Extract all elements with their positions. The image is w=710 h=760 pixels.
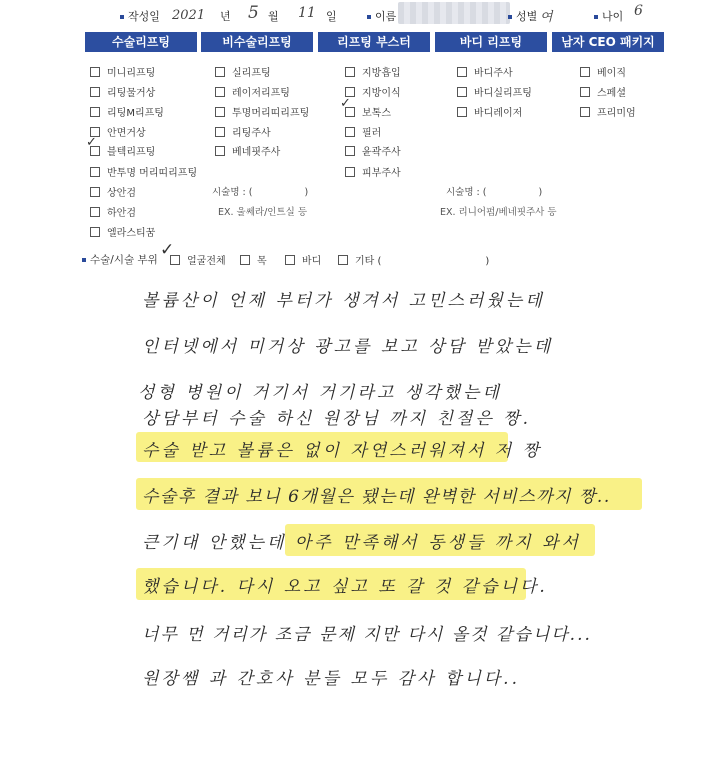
procedure-name-field-left[interactable]: 시술명 : ( ): [212, 187, 309, 198]
option-col2-5[interactable]: 베네핏주사: [215, 143, 280, 158]
option-col2-1[interactable]: 실리프팅: [215, 64, 271, 79]
option-col3-1[interactable]: 지방흡입: [345, 64, 401, 79]
option-col3-6[interactable]: 피부주사: [345, 164, 401, 179]
checkmark-icon: ✓: [340, 96, 351, 111]
gender-label: 성별: [508, 8, 537, 24]
checkbox-icon[interactable]: [457, 67, 467, 77]
option-col1-8[interactable]: 하안검: [90, 204, 136, 219]
name-redacted: [398, 2, 510, 24]
category-nonsurgical-lifting: 비수술리프팅: [201, 32, 313, 52]
checkbox-icon[interactable]: [90, 167, 100, 177]
area-label: 수술/시술 부위: [82, 252, 158, 267]
category-surgical-lifting: 수술리프팅: [85, 32, 197, 52]
review-line-9: 너무 먼 거리가 조금 문제 지만 다시 올것 같습니다...: [142, 625, 592, 645]
option-col1-7[interactable]: 상안검: [90, 184, 136, 199]
checkbox-icon[interactable]: [90, 67, 100, 77]
review-line-1: 볼륨산이 언제 부터가 생겨서 고민스러웠는데: [142, 291, 545, 311]
date-day: 11: [298, 5, 316, 21]
option-col1-6[interactable]: 반투명 머리띠리프팅: [90, 164, 197, 179]
checkbox-icon[interactable]: [90, 87, 100, 97]
checkbox-icon[interactable]: [215, 107, 225, 117]
option-col5-2[interactable]: 스페셜: [580, 84, 626, 99]
option-col1-2[interactable]: 리팅물거상: [90, 84, 155, 99]
age-label: 나이: [594, 8, 623, 24]
age-value: 6: [634, 3, 643, 19]
checkbox-icon[interactable]: [580, 67, 590, 77]
checkbox-icon[interactable]: [457, 87, 467, 97]
procedure-example-right: EX. 리니어펌/베네핏주사 등: [440, 207, 557, 218]
review-line-2: 인터넷에서 미거상 광고를 보고 상담 받았는데: [142, 337, 554, 357]
option-col4-1[interactable]: 바디주사: [457, 64, 513, 79]
year-unit: 년: [220, 10, 231, 23]
category-body-lifting: 바디 리프팅: [435, 32, 547, 52]
option-col3-5[interactable]: 윤곽주사: [345, 143, 401, 158]
gender-value: 여: [540, 10, 553, 25]
option-mini-lifting[interactable]: 미니리프팅: [90, 64, 155, 79]
checkbox-icon[interactable]: [90, 187, 100, 197]
checkbox-icon[interactable]: [457, 107, 467, 117]
area-option-body[interactable]: 바디: [285, 252, 321, 267]
checkbox-icon[interactable]: [215, 127, 225, 137]
option-col3-4[interactable]: 필러: [345, 124, 381, 139]
month-unit: 월: [268, 10, 279, 23]
option-col2-2[interactable]: 레이저리프팅: [215, 84, 290, 99]
review-line-10: 원장쌤 과 간호사 분들 모두 감사 합니다..: [142, 669, 520, 689]
name-label: 이름: [367, 8, 396, 24]
checkbox-icon[interactable]: [345, 67, 355, 77]
option-col1-5[interactable]: 블텍리프팅: [90, 143, 155, 158]
checkmark-icon: ✓: [86, 135, 97, 150]
option-col1-4[interactable]: 안면거상: [90, 124, 146, 139]
option-col1-3[interactable]: 리팅M리프팅: [90, 104, 164, 119]
checkbox-icon[interactable]: [338, 255, 348, 265]
date-label: 작성일: [120, 8, 160, 24]
option-col1-9[interactable]: 엘라스티꿈: [90, 224, 155, 239]
checkbox-icon[interactable]: [285, 255, 295, 265]
area-option-face[interactable]: 얼굴전체: [170, 252, 226, 267]
date-month: 5: [248, 3, 259, 23]
category-lifting-booster: 리프팅 부스터: [318, 32, 430, 52]
option-col3-3[interactable]: 보톡스: [345, 104, 391, 119]
review-line-6: 수술후 결과 보니 6개월은 됐는데 완벽한 서비스까지 짱..: [142, 487, 611, 507]
review-line-3: 성형 병원이 거기서 거기라고 생각했는데: [138, 383, 502, 403]
area-option-neck[interactable]: 목: [240, 252, 267, 267]
option-col2-4[interactable]: 리팅주사: [215, 124, 271, 139]
checkbox-icon[interactable]: [215, 146, 225, 156]
day-unit: 일: [326, 10, 337, 23]
checkbox-icon[interactable]: [215, 87, 225, 97]
option-col5-3[interactable]: 프리미엄: [580, 104, 636, 119]
checkbox-icon[interactable]: [345, 146, 355, 156]
review-line-4: 상담부터 수술 하신 원장님 까지 친절은 짱.: [142, 409, 532, 429]
option-col4-2[interactable]: 바디실리프팅: [457, 84, 532, 99]
checkbox-icon[interactable]: [90, 227, 100, 237]
checkbox-icon[interactable]: [215, 67, 225, 77]
option-col5-1[interactable]: 베이직: [580, 64, 626, 79]
review-line-8: 했습니다. 다시 오고 싶고 또 갈 것 같습니다.: [142, 577, 548, 597]
checkbox-icon[interactable]: [170, 255, 180, 265]
checkbox-icon[interactable]: [345, 167, 355, 177]
review-line-5: 수술 받고 볼륨은 없이 자연스러워져서 저 짱: [142, 441, 543, 461]
category-ceo-package: 남자 CEO 패키지: [552, 32, 664, 52]
option-col3-2[interactable]: 지방이식: [345, 84, 401, 99]
checkbox-icon[interactable]: [90, 207, 100, 217]
checkbox-icon[interactable]: [580, 107, 590, 117]
checkmark-icon: ✓: [160, 240, 175, 260]
checkbox-icon[interactable]: [90, 107, 100, 117]
review-line-7: 큰기대 안했는데 아주 만족해서 동생들 까지 와서: [142, 533, 581, 553]
option-col2-3[interactable]: 투명머리띠리프팅: [215, 104, 309, 119]
option-col4-3[interactable]: 바디레이저: [457, 104, 522, 119]
checkbox-icon[interactable]: [580, 87, 590, 97]
procedure-name-field-right[interactable]: 시술명 : ( ): [446, 187, 543, 198]
checkbox-icon[interactable]: [240, 255, 250, 265]
area-option-other[interactable]: 기타 ( ): [338, 252, 489, 267]
checkbox-icon[interactable]: [345, 127, 355, 137]
procedure-example-left: EX. 울쎄라/인트실 등: [218, 207, 308, 218]
date-year: 2021: [172, 8, 206, 23]
